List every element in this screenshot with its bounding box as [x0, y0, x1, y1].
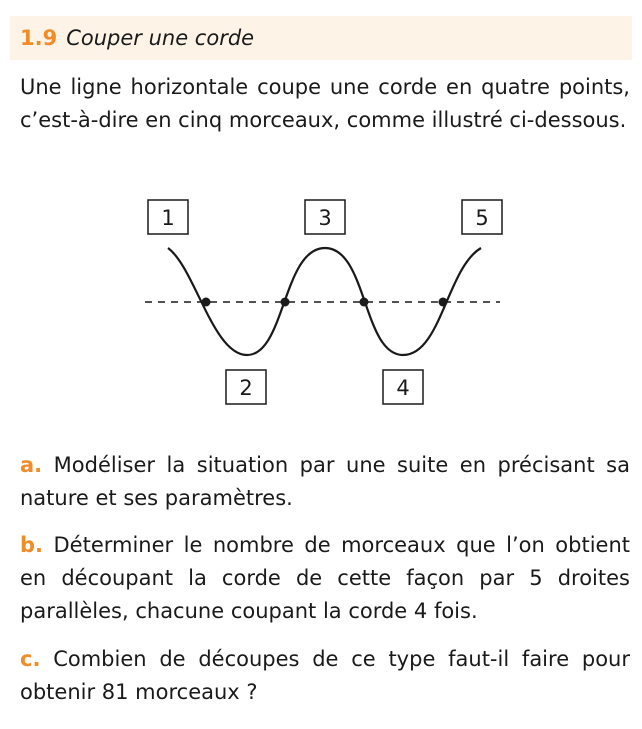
- question-a: [20, 449, 630, 515]
- piece-label-4-text: 4: [396, 376, 410, 400]
- question-b-text: Déterminer le nombre de morceaux que l’on obtient en découpant la corde de cette façon par 5 droites parallèles, chacune coupant la corde 4 fois.: [20, 533, 630, 623]
- intersection-point: [281, 298, 290, 307]
- intersection-point: [360, 298, 369, 307]
- question-c-label: c.: [20, 647, 41, 671]
- intersection-point: [202, 298, 211, 307]
- rope-diagram: [135, 190, 505, 420]
- question-a-label: a.: [20, 453, 43, 477]
- piece-label-5: [462, 200, 502, 234]
- piece-label-4: [383, 370, 423, 404]
- piece-label-2-text: 2: [239, 376, 253, 400]
- question-c: [20, 643, 630, 709]
- question-b: [20, 529, 630, 628]
- piece-label-3-text: 3: [318, 206, 332, 230]
- question-b-label: b.: [20, 533, 44, 557]
- intersection-point: [439, 298, 448, 307]
- exercise-header: [10, 16, 632, 60]
- piece-label-1: [148, 200, 188, 234]
- piece-label-3: [305, 200, 345, 234]
- exercise-title: Couper une corde: [66, 26, 255, 50]
- question-c-text: Combien de découpes de ce type faut-il faire pour obtenir 81 morceaux ?: [20, 647, 630, 704]
- piece-label-1-text: 1: [161, 206, 175, 230]
- exercise-number: 1.9: [20, 26, 58, 50]
- question-a-text: Modéliser la situation par une suite en précisant sa nature et ses paramètres.: [20, 453, 630, 510]
- intro-paragraph: Une ligne horizontale coupe une corde en quatre points, c’est-à-dire en cinq morceaux, comme illustré ci-dessous.: [20, 75, 630, 132]
- piece-label-2: [226, 370, 266, 404]
- piece-label-5-text: 5: [475, 206, 489, 230]
- rope-figure: [135, 190, 505, 420]
